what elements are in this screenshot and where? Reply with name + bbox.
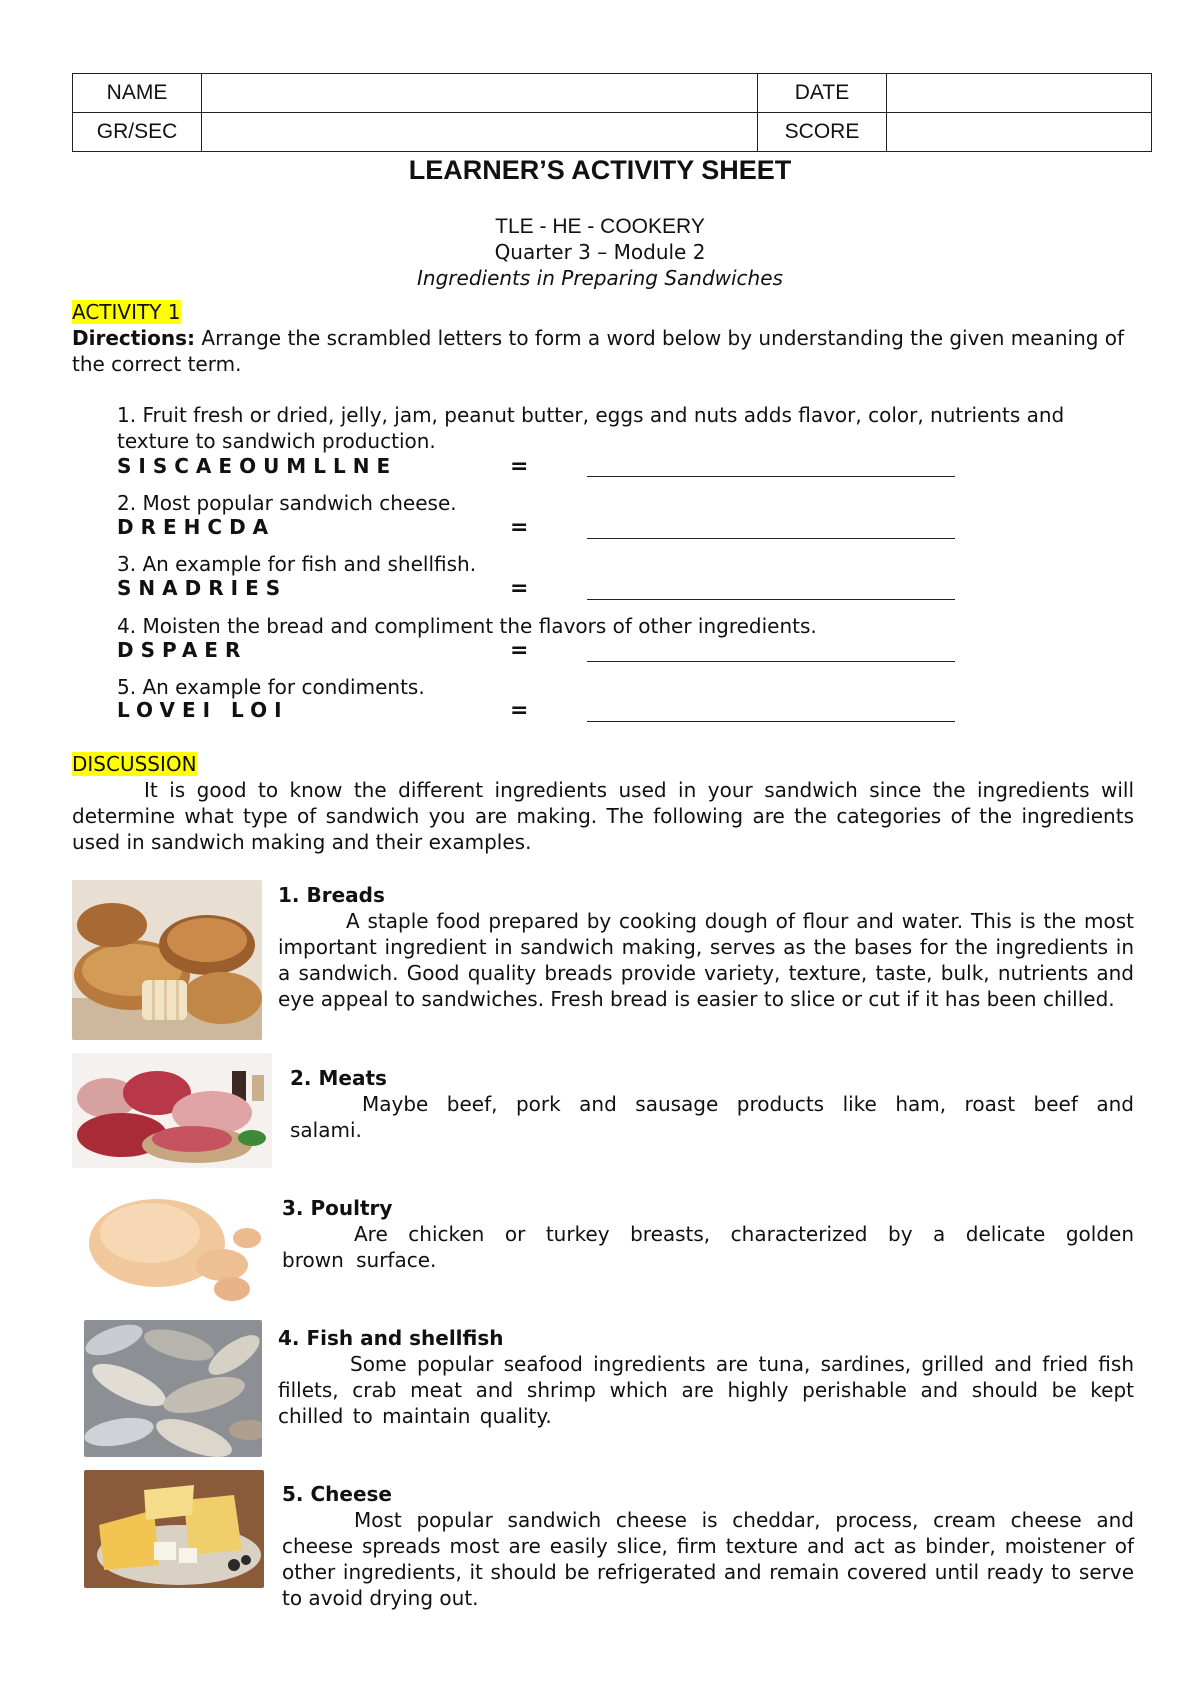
- meats-photo: [72, 1053, 272, 1168]
- category-body-cheese: Most popular sandwich cheese is cheddar, process, cream cheese and cheese spreads most are easily slice, firm texture and act as binder, moistener of other ingredients, it should be refrigerated and remain covered until ready to serve to avoid drying out.: [282, 1508, 1134, 1610]
- scrambled-word-1: SISCAEOUMLLNE: [117, 454, 398, 478]
- name-label: NAME: [73, 74, 202, 113]
- equals-sign-3: =: [510, 576, 529, 601]
- scrambled-word-5: LOVEI LOI: [117, 698, 289, 722]
- question-2: 2. Most popular sandwich cheese.: [117, 491, 457, 515]
- breads-photo: [72, 880, 262, 1040]
- grsec-label: GR/SEC: [73, 113, 202, 152]
- fish-photo: [84, 1320, 262, 1457]
- equals-sign-1: =: [510, 454, 529, 479]
- date-field[interactable]: [887, 74, 1152, 113]
- answer-line-2[interactable]: [587, 538, 955, 539]
- category-title-meats: 2. Meats: [290, 1066, 387, 1090]
- category-body-poultry: Are chicken or turkey breasts, characterized by a delicate golden brown surface.: [282, 1222, 1134, 1272]
- category-title-poultry: 3. Poultry: [282, 1196, 393, 1220]
- topic-heading: Ingredients in Preparing Sandwiches: [417, 266, 783, 290]
- category-body-breads: A staple food prepared by cooking dough of flour and water. This is the most important ingredient in sandwich making, serves as the bases for the ingredients in a sandwich. Good quality breads provide variety, texture, taste, bulk, nutrients and eye appeal to sandwiches. Fresh bread is easier to slice or cut if it has been chilled.: [278, 909, 1134, 1011]
- student-info-table: [72, 73, 1152, 152]
- page-title: LEARNER’S ACTIVITY SHEET: [408, 155, 792, 185]
- equals-sign-5: =: [510, 698, 529, 723]
- answer-line-3[interactable]: [587, 599, 955, 600]
- answer-line-5[interactable]: [587, 721, 955, 722]
- question-5: 5. An example for condiments.: [117, 675, 425, 699]
- scrambled-word-2: DREHCDA: [117, 515, 276, 539]
- equals-sign-4: =: [510, 638, 529, 663]
- category-title-breads: 1. Breads: [278, 883, 385, 907]
- score-field[interactable]: [887, 113, 1152, 152]
- directions-text: Arrange the scrambled letters to form a word below by understanding the given meaning of the correct term.: [72, 326, 1125, 376]
- subject-heading: TLE - HE - COOKERY: [495, 215, 705, 238]
- answer-line-1[interactable]: [587, 476, 955, 477]
- category-body-meats: Maybe beef, pork and sausage products like ham, roast beef and salami.: [290, 1092, 1134, 1142]
- category-title-cheese: 5. Cheese: [282, 1482, 392, 1506]
- discussion-label: DISCUSSION: [72, 752, 197, 776]
- question-3: 3. An example for fish and shellfish.: [117, 552, 477, 576]
- question-1: 1. Fruit fresh or dried, jelly, jam, peanut butter, eggs and nuts adds flavor, color, nutrients and texture to sandwich production.: [117, 403, 1065, 453]
- question-4: 4. Moisten the bread and compliment the flavors of other ingredients.: [117, 614, 817, 638]
- scrambled-word-4: DSPAER: [117, 638, 248, 662]
- scrambled-word-3: SNADRIES: [117, 576, 288, 600]
- grsec-field[interactable]: [202, 113, 758, 152]
- activity-label: ACTIVITY 1: [72, 300, 181, 324]
- score-label: SCORE: [758, 113, 887, 152]
- discussion-intro: It is good to know the different ingredients used in your sandwich since the ingredients will determine what type of sandwich you are making. The following are the categories of the ingredients used in sandwich making and their examples.: [72, 778, 1134, 854]
- directions: [72, 325, 1137, 377]
- directions-label: Directions:: [72, 326, 196, 350]
- quarter-heading: Quarter 3 – Module 2: [494, 240, 706, 264]
- name-field[interactable]: [202, 74, 758, 113]
- poultry-photo: [72, 1183, 267, 1308]
- answer-line-4[interactable]: [587, 661, 955, 662]
- category-title-fish: 4. Fish and shellfish: [278, 1326, 504, 1350]
- category-body-fish: Some popular seafood ingredients are tuna, sardines, grilled and fried fish fillets, crab meat and shrimp which are highly perishable and should be kept chilled to maintain quality.: [278, 1352, 1134, 1428]
- equals-sign-2: =: [510, 515, 529, 540]
- date-label: DATE: [758, 74, 887, 113]
- cheese-photo: [84, 1470, 264, 1588]
